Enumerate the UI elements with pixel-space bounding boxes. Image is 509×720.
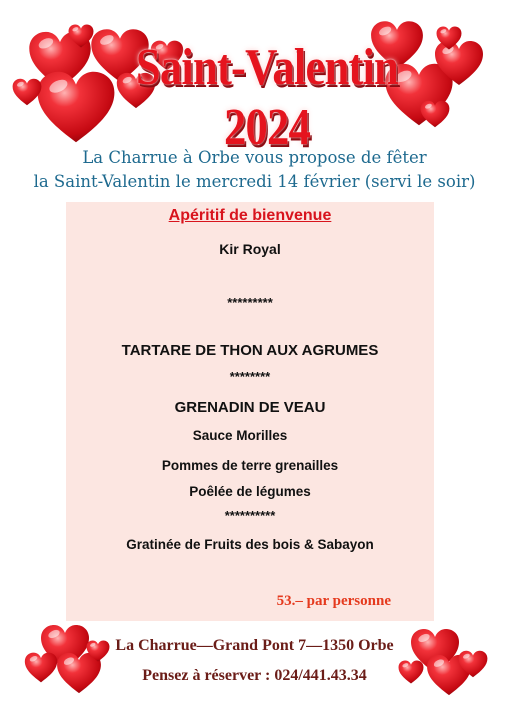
intro-line-1: La Charrue à Orbe vous propose de fêter: [82, 148, 427, 167]
aperitif-heading: Apéritif de bienvenue: [168, 207, 332, 224]
starter-item: TARTARE DE THON AUX AGRUMES: [121, 342, 379, 359]
main-item: GRENADIN DE VEAU: [174, 399, 326, 416]
separator: **********: [224, 508, 276, 523]
heart-icon: [68, 24, 94, 48]
heart-icon: [420, 100, 450, 128]
aperitif-item: Kir Royal: [219, 241, 281, 257]
footer-address: La Charrue—Grand Pont 7—1350 Orbe: [115, 637, 394, 654]
dessert-item: Gratinée de Fruits des bois & Sabayon: [126, 537, 374, 552]
side-item-1: Pommes de terre grenailles: [161, 458, 339, 473]
page-title: Saint-Valentin 2024: [135, 39, 399, 156]
separator: *********: [227, 295, 273, 310]
separator: ********: [229, 369, 271, 384]
heart-icon: [436, 26, 462, 50]
heart-icon: [12, 78, 42, 106]
footer-reservation: Pensez à réserver : 024/441.43.34: [142, 667, 367, 684]
price-label: 53.– par personne: [276, 593, 391, 609]
intro-line-2: la Saint-Valentin le mercredi 14 février (servi le soir): [33, 172, 476, 191]
main-sauce: Sauce Morilles: [192, 428, 288, 443]
side-item-2: Poêlée de légumes: [189, 484, 311, 499]
